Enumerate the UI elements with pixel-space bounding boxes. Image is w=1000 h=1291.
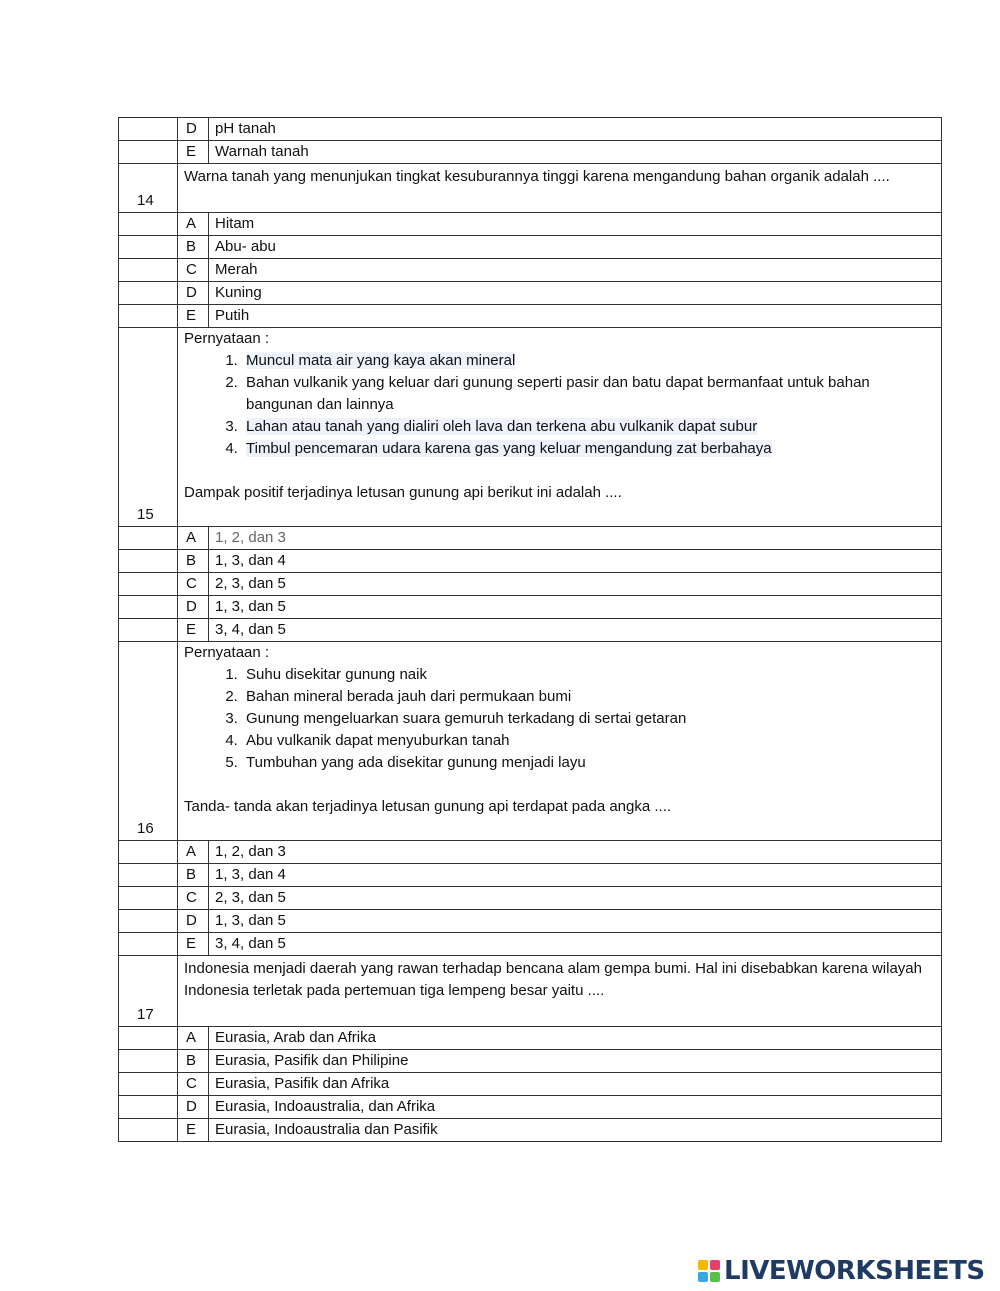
option-row[interactable] [119,619,942,642]
option-row[interactable] [119,1027,942,1050]
option-text: Eurasia, Indoaustralia, dan Afrika [209,1096,942,1119]
option-text: Eurasia, Pasifik dan Afrika [209,1073,942,1096]
option-row[interactable] [119,910,942,933]
option-letter: A [178,1027,209,1050]
statement-item: 3. Gunung mengeluarkan suara gemuruh terkadang di sertai getaran [242,708,935,730]
option-text: Hitam [209,213,942,236]
statement-heading: Pernyataan : [184,330,270,347]
option-row[interactable] [119,236,942,259]
option-text: Eurasia, Pasifik dan Philipine [209,1050,942,1073]
option-text: Eurasia, Indoaustralia dan Pasifik [209,1119,942,1142]
liveworksheets-brand [698,1256,985,1286]
question-15-row [119,328,942,527]
option-text: Putih [209,305,942,328]
question-text: Warna tanah yang menunjukan tingkat kesuburannya tinggi karena mengandung bahan organik adalah .... [184,168,890,185]
option-row[interactable] [119,1096,942,1119]
option-letter: A [178,841,209,864]
question-number: 14 [119,164,178,213]
statement-item: 1. Suhu disekitar gunung naik [242,664,935,686]
liveworksheets-logo-icon [698,1260,720,1282]
question-16-row [119,642,942,841]
option-row[interactable] [119,596,942,619]
option-row[interactable] [119,282,942,305]
option-text: 2, 3, dan 5 [209,887,942,910]
option-text: Warnah tanah [209,141,942,164]
statement-item: 2. Bahan mineral berada jauh dari permukaan bumi [242,686,935,708]
option-row[interactable] [119,864,942,887]
option-letter: B [178,864,209,887]
statement-heading: Pernyataan : [184,644,270,661]
option-letter: A [178,213,209,236]
question-number: 17 [119,956,178,1027]
option-letter: B [178,236,209,259]
option-row[interactable] [119,550,942,573]
option-letter: E [178,619,209,642]
question-cell [178,956,942,1027]
statement-item: Bahan vulkanik yang keluar dari gunung seperti pasir dan batu dapat bermanfaat untuk bahan bangunan dan lainnya [246,374,870,413]
question-cell [178,164,942,213]
option-text: Eurasia, Arab dan Afrika [209,1027,942,1050]
statement-item: Muncul mata air yang kaya akan mineral [246,352,516,369]
option-text: 2, 3, dan 5 [209,573,942,596]
option-row[interactable] [119,933,942,956]
option-text: Abu- abu [209,236,942,259]
option-letter: B [178,550,209,573]
option-row[interactable] [119,841,942,864]
question-number: 15 [119,328,178,527]
option-row[interactable] [119,1073,942,1096]
option-letter: B [178,1050,209,1073]
option-row[interactable] [119,1119,942,1142]
option-text: 1, 3, dan 4 [209,550,942,573]
question-14-row [119,164,942,213]
option-letter: E [178,1119,209,1142]
option-text: Kuning [209,282,942,305]
option-letter: E [178,933,209,956]
option-letter: D [178,282,209,305]
option-text: 1, 2, dan 3 [209,841,942,864]
option-row[interactable] [119,1050,942,1073]
option-text: 1, 2, dan 3 [209,527,942,550]
option-row[interactable] [119,141,942,164]
question-17-row [119,956,942,1027]
option-text: pH tanah [209,118,942,141]
statement-item: Timbul pencemaran udara karena gas yang keluar mengandung zat berbahaya [246,440,772,457]
statement-item: Lahan atau tanah yang dialiri oleh lava dan terkena abu vulkanik dapat subur [246,418,758,435]
statement-list [184,350,935,460]
option-letter: D [178,910,209,933]
option-row[interactable] [119,573,942,596]
question-cell [178,642,942,841]
option-letter: C [178,259,209,282]
option-row[interactable] [119,213,942,236]
option-letter: D [178,596,209,619]
option-text: 1, 3, dan 4 [209,864,942,887]
option-letter: E [178,305,209,328]
worksheet-table [118,117,942,1142]
option-row[interactable] [119,305,942,328]
option-text: 3, 4, dan 5 [209,933,942,956]
option-text: 3, 4, dan 5 [209,619,942,642]
brand-name: LIVEWORKSHEETS [724,1256,985,1286]
statement-item: 5. Tumbuhan yang ada disekitar gunung menjadi layu [242,752,935,774]
question-text: Tanda- tanda akan terjadinya letusan gunung api terdapat pada angka .... [184,798,672,815]
question-number: 16 [119,642,178,841]
statement-item: 4. Abu vulkanik dapat menyuburkan tanah [242,730,935,752]
option-letter: C [178,573,209,596]
option-letter: D [178,1096,209,1119]
option-letter: A [178,527,209,550]
statement-list [184,664,935,774]
option-letter: C [178,887,209,910]
option-text: Merah [209,259,942,282]
question-cell [178,328,942,527]
option-letter: D [178,118,209,141]
option-letter: E [178,141,209,164]
option-text: 1, 3, dan 5 [209,596,942,619]
option-row[interactable] [119,527,942,550]
option-row[interactable] [119,887,942,910]
option-row[interactable] [119,118,942,141]
question-text: Indonesia menjadi daerah yang rawan terhadap bencana alam gempa bumi. Hal ini disebabkan karena wilayah Indonesia terletak pada pertemuan tiga lempeng besar yaitu .... [184,960,922,999]
option-letter: C [178,1073,209,1096]
question-text: Dampak positif terjadinya letusan gunung api berikut ini adalah .... [184,484,622,501]
option-text: 1, 3, dan 5 [209,910,942,933]
option-row[interactable] [119,259,942,282]
